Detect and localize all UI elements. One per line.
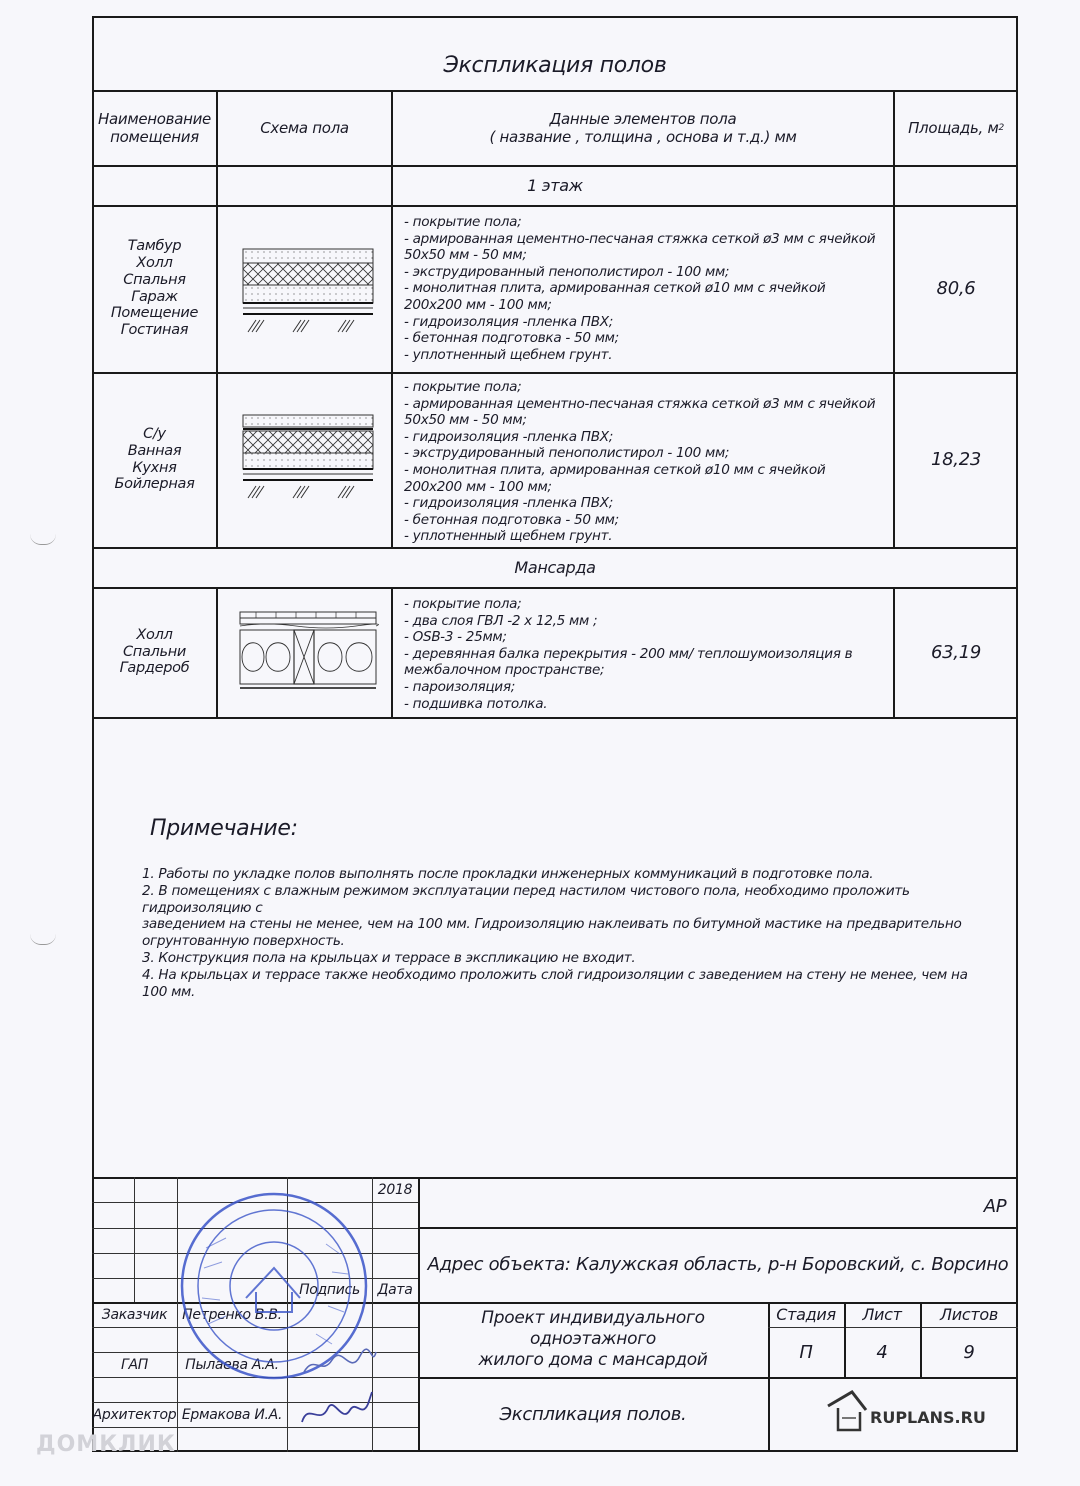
signature-header: Подпись <box>299 1282 360 1298</box>
sheets-total-label: Листов <box>940 1305 998 1324</box>
room-list: Тамбур Холл Спальня Гараж Помещение Гостиная <box>110 238 199 339</box>
sheets-total-value: 9 <box>963 1341 975 1363</box>
room-list: Холл Спальни Гардероб <box>119 626 190 677</box>
stamp-code: АР <box>983 1195 1007 1217</box>
punch-mark <box>30 534 56 545</box>
floor-layers: - покрытие пола; - армированная цементно-песчаная стяжка сеткой ø3 мм с ячейкой 50х50 мм - 50 мм; - гидроизоляция -пленка ПВХ; - экструдированный пенополистирол - 100 мм; - монолитная плита, армированная сеткой ø10 мм с ячейкой 200х200 мм - 100 мм; - гидроизоляция -пленка ПВХ; - бетонная подготовка - 50 мм; - уплотненный щебнем грунт. <box>404 379 876 545</box>
project-name: Проект индивидуального одноэтажного жилого дома с мансардой <box>478 1308 708 1370</box>
floor-layers: - покрытие пола; - армированная цементно-песчаная стяжка сеткой ø3 мм с ячейкой 50х50 мм - 50 мм; - экструдированный пенополистирол - 100 мм; - монолитная плита, армированная сеткой ø10 мм с ячейкой 200х200 мм - 100 мм; - гидроизоляция -пленка ПВХ; - бетонная подготовка - 50 мм; - уплотненный щебнем грунт. <box>404 214 876 363</box>
punch-mark <box>30 934 56 945</box>
header-area-label: Площадь, м <box>908 118 999 137</box>
notes-title: Примечание: <box>150 816 298 841</box>
header-room-name: Наименование помещения <box>98 109 211 146</box>
room-list: С/у Ванная Кухня Бойлерная <box>114 425 195 493</box>
gap-label: ГАП <box>120 1356 148 1373</box>
sheet-title: Экспликация полов. <box>499 1404 687 1425</box>
header-area <box>894 90 1018 165</box>
signature-1 <box>300 1346 380 1380</box>
stage-label: Стадия <box>776 1305 836 1324</box>
floor-scheme-diagram <box>238 410 378 502</box>
ruplans-logo <box>826 1388 986 1438</box>
architect-label: Архитектор <box>92 1406 177 1423</box>
floor-scheme-diagram <box>238 244 378 336</box>
stamp-year: 2018 <box>377 1181 413 1198</box>
house-logo-icon <box>826 1388 874 1436</box>
stage-value: П <box>799 1341 813 1363</box>
signature-2 <box>298 1388 382 1432</box>
header-area-sup: 2 <box>998 122 1004 133</box>
object-address: Адрес объекта: Калужская область, р-н Боровский, с. Ворсино <box>427 1254 1009 1275</box>
floor-layers: - покрытие пола; - два слоя ГВЛ -2 х 12,5 мм ; - OSB-3 - 25мм; - деревянная балка перекрытия - 200 мм/ теплошумоизоляция в межбалочном пространстве; - пароизоляция; - подшивка потолка. <box>404 596 853 712</box>
sheet-value: 4 <box>876 1341 888 1363</box>
page-title: Экспликация полов <box>443 52 667 78</box>
room-area: 18,23 <box>930 449 982 470</box>
logo-text: RUPLANS.RU <box>870 1408 986 1427</box>
section-label-attic: Мансарда <box>514 557 596 577</box>
customer-label: Заказчик <box>101 1306 168 1323</box>
header-floor-data: Данные элементов пола ( название , толщина , основа и т.д.) мм <box>489 109 797 146</box>
room-area: 63,19 <box>930 641 982 663</box>
header-floor-scheme: Схема пола <box>260 118 349 137</box>
architect-name: Ермакова И.А. <box>181 1406 283 1423</box>
customer-name: Петренко В.В. <box>182 1306 282 1323</box>
sheet-label: Лист <box>862 1305 902 1324</box>
date-header: Дата <box>377 1282 413 1298</box>
gap-name: Пылаева А.А. <box>185 1356 279 1373</box>
section-label-floor1: 1 этаж <box>527 175 583 195</box>
notes-text: 1. Работы по укладке полов выполнять после прокладки инженерных коммуникаций в подготовке пола. 2. В помещениях с влажным режимом эксплуатации перед настилом чистового пола, необходимо проложить гидроизоляцию с заведением на стены не менее, чем на 100 мм. Гидроизоляцию наклеивать по битумной мастике на предварительно огрунтованную поверхность. 3. Конструкция пола на крыльцах и террасе в экспликацию не входит. 4. На крыльцах и террасе также необходимо проложить слой гидроизоляции с заведением на стену не менее, чем на 100 мм. <box>142 866 968 1000</box>
watermark: ДОМКЛИК <box>36 1432 176 1457</box>
floor-scheme-diagram <box>236 608 380 692</box>
room-area: 80,6 <box>936 278 976 299</box>
